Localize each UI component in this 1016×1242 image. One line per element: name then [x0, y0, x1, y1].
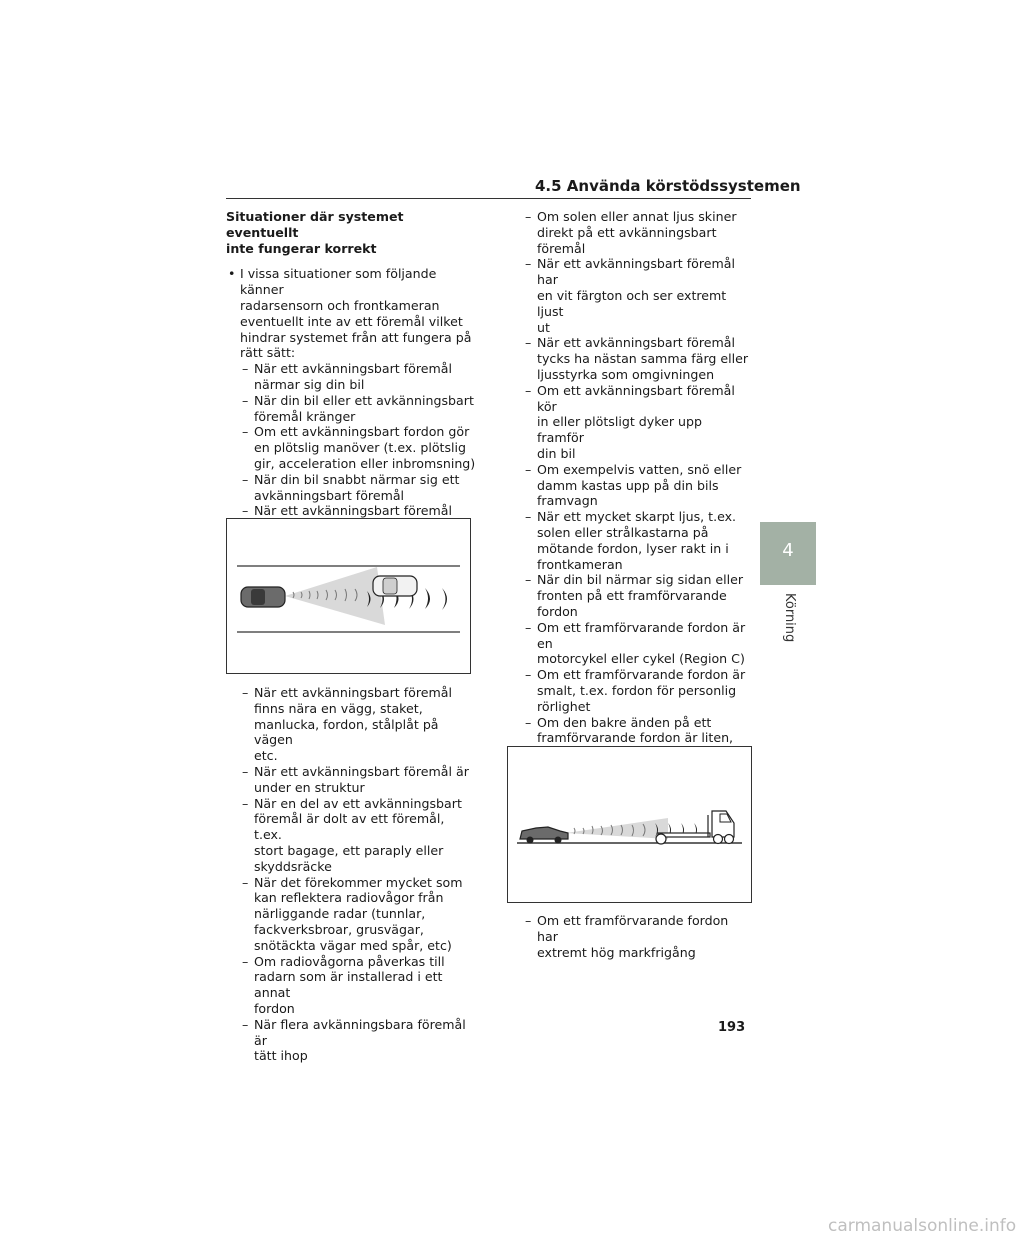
list-item: – När ett avkänningsbart föremål finns nära en vägg, staket, manlucka, fordon, stålplåt på vägen etc. [226, 685, 476, 764]
offset-vehicle-drawing [227, 519, 470, 673]
list-item: – När ett avkänningsbart föremål [226, 503, 476, 550]
list-item: – När din bil eller ett avkänningsbart föremål kränger [226, 393, 476, 425]
right-column [525, 209, 750, 825]
list-item: – Om radiovågorna påverkas till radarn som är installerad i ett annat fordon [226, 954, 476, 1017]
list-item: – När din bil närmar sig sidan eller fronten på ett framförvarande fordon [525, 572, 750, 619]
list-item: – När ett avkänningsbart föremål är under en struktur [226, 764, 476, 796]
illustration-offset-vehicle [226, 518, 471, 674]
list-item: – Om ett avkänningsbart föremål kör in eller plötsligt dyker upp framför din bil [525, 383, 750, 462]
watermark: carmanualsonline.info [828, 1216, 1016, 1236]
chapter-tab [760, 522, 816, 585]
section-header: 4.5 Använda körstödssystemen [535, 177, 801, 195]
header-rule [226, 198, 751, 199]
list-item: – Om exempelvis vatten, snö eller damm kastas upp på din bils framvagn [525, 462, 750, 509]
list-item: – Om ett framförvarande fordon är smalt, t.ex. fordon för personlig rörlighet [525, 667, 750, 714]
list-item: – Om solen eller annat ljus skiner direkt på ett avkänningsbart föremål [525, 209, 750, 256]
list-item: – När din bil snabbt närmar sig ett avkänningsbart föremål [226, 472, 476, 504]
list-item: – När ett avkänningsbart föremål tycks ha nästan samma färg eller ljusstyrka som omgivningen [525, 335, 750, 382]
chapter-number: 4 [782, 540, 794, 561]
list-item: – När ett avkänningsbart föremål har en vit färgton och ser extremt ljust ut [525, 256, 750, 335]
list-item: – Om den bakre änden på ett framförvarande fordon är liten, [525, 715, 750, 778]
list-item: – När det förekommer mycket som kan reflektera radiovågor från närliggande radar (tunnlar, fackverksbroar, grusvägar, snötäckta vägar med spår, etc) [226, 875, 476, 954]
list-item: – När en del av ett avkänningsbart föremål är dolt av ett föremål, t.ex. stort bagage, ett paraply eller skyddsräcke [226, 796, 476, 875]
list-item: – Om ett framförvarande fordon har extremt hög markfrigång [525, 913, 750, 960]
right-bottom-column [525, 913, 750, 960]
chapter-label-box [760, 585, 816, 655]
list-item: – När ett mycket skarpt ljus, t.ex. solen eller strålkastarna på mötande fordon, lyser rakt in i frontkameran [525, 509, 750, 572]
list-item: – När ett avkänningsbart föremål närmar sig din bil [226, 361, 476, 393]
left-bottom-column [226, 685, 476, 1064]
chapter-label: Körning [782, 593, 797, 643]
list-item: – Om ett avkänningsbart fordon gör en plötslig manöver (t.ex. plötslig gir, acceleration eller inbromsning) [226, 424, 476, 471]
list-item: – När flera avkänningsbara föremål är tätt ihop [226, 1017, 476, 1064]
left-column [226, 209, 476, 551]
intro-bullet: • I vissa situationer som följande känner radarsensorn och frontkameran eventuellt inte av ett föremål vilket hindrar systemet från att fungera på rätt sätt: [226, 266, 476, 361]
list-item: – Om ett framförvarande fordon är en motorcykel eller cykel (Region C) [525, 620, 750, 667]
page-number: 193 [718, 1020, 746, 1035]
section-title: Situationer där systemet eventuellt inte fungerar korrekt [226, 209, 404, 256]
truck-ahead-drawing [508, 747, 751, 902]
illustration-truck-ahead [507, 746, 752, 903]
